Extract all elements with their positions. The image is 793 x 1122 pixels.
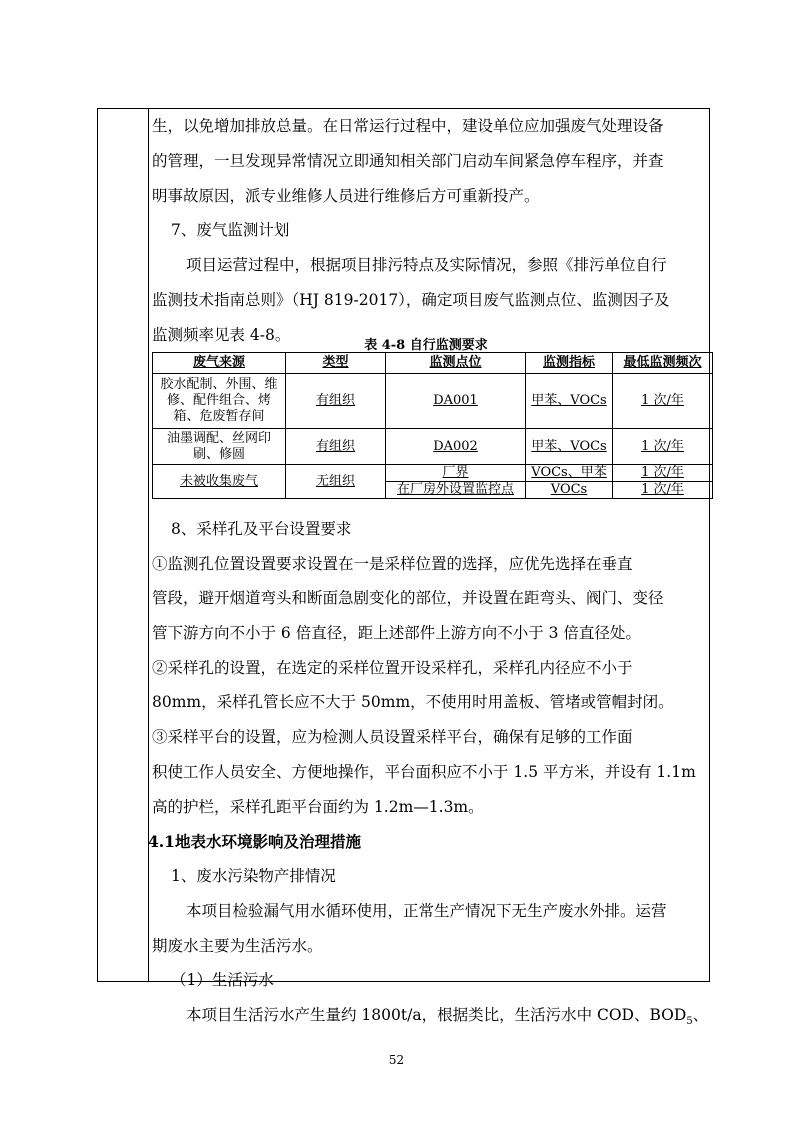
cell-type: 有组织 <box>286 374 386 429</box>
cell-freq: 1 次/年 <box>613 374 713 429</box>
section-heading: 1、废水污染物产排情况 <box>171 867 336 885</box>
table-caption: 表 4-8 自行监测要求 <box>364 338 488 353</box>
subscript: 5 <box>686 1016 693 1028</box>
section-heading: 7、废气监测计划 <box>171 221 290 239</box>
monitoring-table <box>152 352 713 499</box>
subsection-heading: （1）生活污水 <box>171 971 274 989</box>
paragraph-line: 期废水主要为生活污水。 <box>152 937 323 955</box>
paragraph-line: 的管理，一旦发现异常情况立即通知相关部门启动车间紧急停车程序，并查 <box>152 152 664 170</box>
paragraph-line: 监测频率见表 4-8。 <box>152 326 291 344</box>
table-row <box>153 374 713 429</box>
section-title: 4.1地表水环境影响及治理措施 <box>148 832 361 851</box>
cell-freq: 1 次/年 <box>613 482 713 499</box>
paragraph-line: 生，以免增加排放总量。在日常运行过程中，建设单位应加强废气处理设备 <box>152 117 664 135</box>
cell-point: DA001 <box>386 374 526 429</box>
header-cell: 监测点位 <box>386 353 526 374</box>
cell-source: 胶水配制、外围、维修、配件组合、烤箱、危废暂存间 <box>153 374 286 429</box>
paragraph-text: 本项目生活污水产生量约 1800t/a，根据类比，生活污水中 COD、BOD <box>186 1006 687 1024</box>
section-heading: 8、采样孔及平台设置要求 <box>171 520 352 538</box>
cell-source: 未被收集废气 <box>153 465 286 499</box>
cell-source: 油墨调配、丝网印刷、修圆 <box>153 429 286 465</box>
cell-point: 在厂房外设置监控点 <box>386 482 526 499</box>
cell-type: 无组织 <box>286 465 386 499</box>
paragraph-line <box>186 1005 708 1032</box>
header-cell: 最低监测频次 <box>613 353 713 374</box>
cell-freq: 1 次/年 <box>613 465 713 482</box>
page-number: 52 <box>388 1053 405 1067</box>
cell-index: 甲苯、VOCs <box>526 429 613 465</box>
paragraph-line: 80mm，采样孔管长应不大于 50mm，不使用时用盖板、管堵或管帽封闭。 <box>152 693 674 711</box>
paragraph-line: ③采样平台的设置，应为检测人员设置采样平台，确保有足够的工作面 <box>152 728 633 746</box>
paragraph-line: ①监测孔位置设置要求设置在一是采样位置的选择，应优先选择在垂直 <box>152 555 633 573</box>
cell-type: 有组织 <box>286 429 386 465</box>
header-cell: 废气来源 <box>153 353 286 374</box>
paragraph-line: 本项目检验漏气用水循环使用，正常生产情况下无生产废水外排。运营 <box>186 902 667 920</box>
header-cell: 类型 <box>286 353 386 374</box>
paragraph-line: 管下游方向不小于 6 倍直径，距上述部件上游方向不小于 3 倍直径处。 <box>152 624 641 642</box>
paragraph-line: 积使工作人员安全、方便地操作，平台面积应不小于 1.5 平方米，并设有 1.1m <box>152 763 696 781</box>
cell-freq: 1 次/年 <box>613 429 713 465</box>
cell-point: 厂界 <box>386 465 526 482</box>
cell-index: VOCs <box>526 482 613 499</box>
cell-index: 甲苯、VOCs <box>526 374 613 429</box>
table-row <box>153 429 713 465</box>
paragraph-text: 、 <box>692 1006 709 1024</box>
header-cell: 监测指标 <box>526 353 613 374</box>
table-header-row <box>153 353 713 374</box>
paragraph-line: 监测技术指南总则》（HJ 819-2017），确定项目废气监测点位、监测因子及 <box>152 291 670 309</box>
cell-point: DA002 <box>386 429 526 465</box>
paragraph-line: 明事故原因，派专业维修人员进行维修后方可重新投产。 <box>152 187 540 205</box>
paragraph-line: ②采样孔的设置，在选定的采样位置开设采样孔，采样孔内径应不小于 <box>152 659 633 677</box>
paragraph-line: 高的护栏，采样孔距平台面约为 1.2m—1.3m。 <box>152 798 484 816</box>
paragraph-line: 项目运营过程中，根据项目排污特点及实际情况，参照《排污单位自行 <box>186 256 667 274</box>
cell-index: VOCs、甲苯 <box>526 465 613 482</box>
table-row <box>153 465 713 482</box>
paragraph-line: 管段，避开烟道弯头和断面急剧变化的部位，并设置在距弯头、阀门、变径 <box>152 589 664 607</box>
